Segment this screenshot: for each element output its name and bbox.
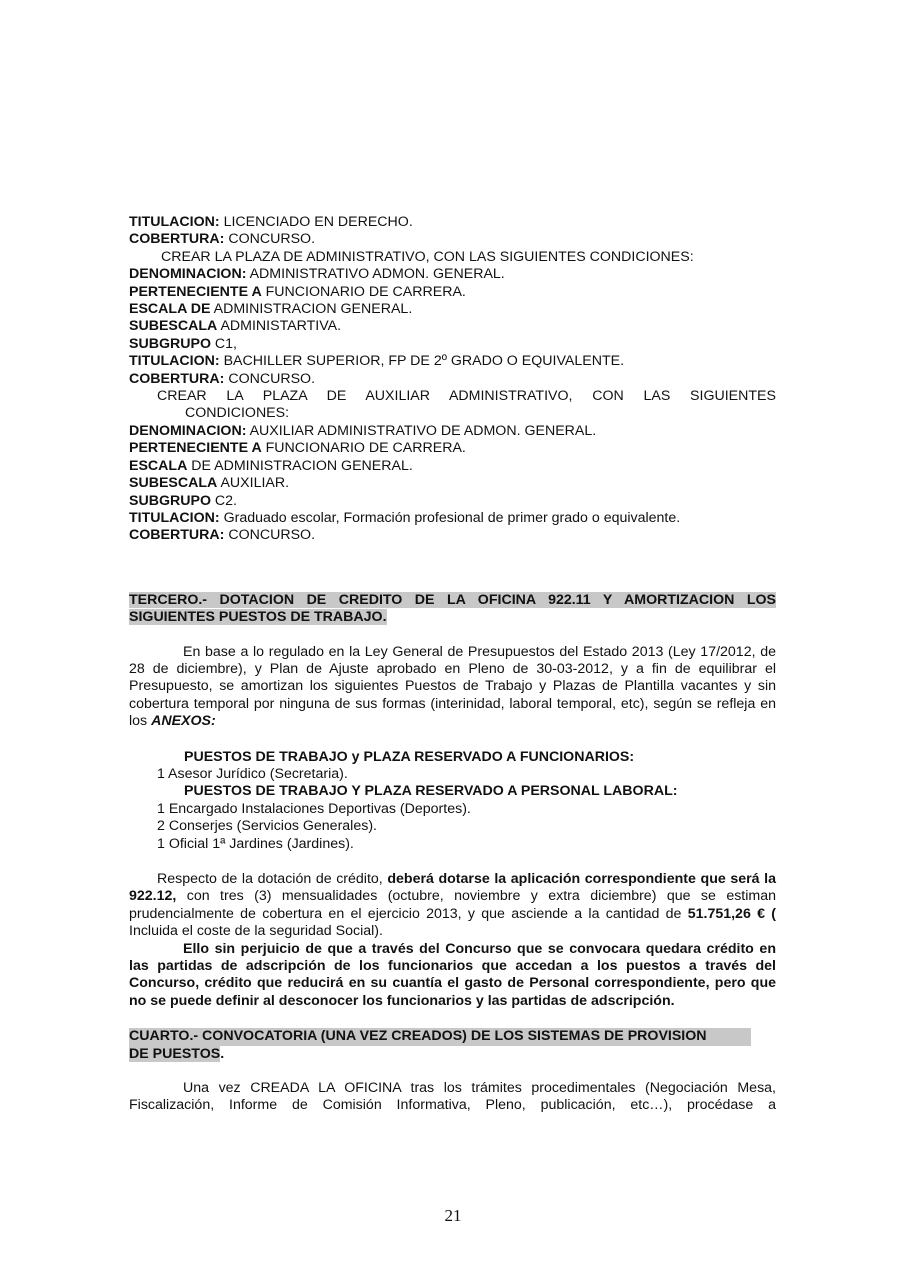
administrativo-conditions xyxy=(129,266,776,388)
field-label: ESCALA DE xyxy=(129,301,211,318)
cuarto-heading-rest: .- CONVOCATORIA (UNA VEZ CREADOS) DE LOS SISTEMAS DE PROVISION xyxy=(189,1028,707,1045)
puestos-funcionarios-list xyxy=(129,766,776,783)
ello-paragraph xyxy=(129,941,776,1011)
field-value: ADMINISTARTIVA. xyxy=(217,318,342,335)
field-label: TITULACION: xyxy=(129,509,220,526)
field-label: DENOMINACION: xyxy=(129,266,247,283)
tercero-heading xyxy=(129,592,776,627)
field-label: SUBESCALA xyxy=(129,475,218,492)
cuarto-text: Una vez CREADA LA OFICINA tras los trámites procedimentales (Negociación Mesa, Fiscalización, Informe de Comisión Informativa, Pleno, publicación, etc…), procédase a xyxy=(129,1080,776,1114)
field-line xyxy=(129,527,776,544)
respecto-amount: 51.751,26 € ( xyxy=(687,905,776,922)
anexos-label: ANEXOS: xyxy=(151,713,216,730)
cuarto-paragraph xyxy=(129,1080,776,1115)
field-line xyxy=(129,475,776,492)
field-line xyxy=(129,353,776,370)
field-value: BACHILLER SUPERIOR, FP DE 2º GRADO O EQUIVALENTE. xyxy=(219,353,625,370)
cuarto-heading-word: CUARTO xyxy=(129,1028,190,1045)
field-label: SUBGRUPO xyxy=(129,492,211,509)
respecto-paragraph xyxy=(129,871,776,941)
field-value: CONCURSO. xyxy=(224,370,316,387)
field-label: ESCALA xyxy=(129,457,188,474)
field-label: DENOMINACION: xyxy=(129,422,247,439)
list-item: 2 Conserjes (Servicios Generales). xyxy=(157,818,377,835)
field-label: SUBESCALA xyxy=(129,318,218,335)
puestos-laboral-list xyxy=(129,801,776,853)
cuarto-heading-period: . xyxy=(220,1045,225,1062)
field-line xyxy=(129,214,776,231)
crear-auxiliar-line-1: CREAR LA PLAZA DE AUXILIAR ADMINISTRATIVO, CON LAS SIGUIENTES xyxy=(157,388,776,405)
field-label: PERTENECIENTE A xyxy=(129,283,262,300)
field-value: LICENCIADO EN DERECHO. xyxy=(219,214,413,230)
puestos-funcionarios-heading: PUESTOS DE TRABAJO y PLAZA RESERVADO A FUNCIONARIOS: xyxy=(184,748,635,765)
field-label: TITULACION: xyxy=(129,214,220,230)
tercero-paragraph-text: En base a lo regulado en la Ley General de Presupuestos del Estado 2013 (Ley 17/2012, de 28 de diciembre), y Plan de Ajuste aprobado en Pleno de 30-03-2012, y a fin de equilibrar el Presupuesto, se amortizan los siguientes Puestos de Trabajo y Plazas de Plantilla vacantes y sin cobertura temporal por ninguna de sus formas (interinidad, laboral temporal, etc), según se refleja en los xyxy=(129,643,776,730)
field-label: COBERTURA: xyxy=(129,370,225,387)
list-item: 1 Oficial 1ª Jardines (Jardines). xyxy=(157,835,354,852)
field-value: C2. xyxy=(210,492,238,509)
crear-auxiliar-line-2: CONDICIONES: xyxy=(185,405,290,422)
field-value: CONCURSO. xyxy=(224,527,316,544)
cuarto-heading-line-2: DE PUESTOS xyxy=(129,1045,221,1062)
field-label: COBERTURA: xyxy=(129,527,225,544)
field-line xyxy=(129,493,776,510)
field-value: Graduado escolar, Formación profesional de primer grado o equivalente. xyxy=(219,509,681,526)
field-line xyxy=(129,284,776,301)
field-line xyxy=(129,231,776,248)
field-value: AUXILIAR ADMINISTRATIVO DE ADMON. GENERAL. xyxy=(246,422,597,439)
field-line xyxy=(129,301,776,318)
field-line xyxy=(129,423,776,440)
respecto-text-c: con tres (3) mensualidades (octubre, noviembre y extra diciembre) que se estiman prudencialmente de cobertura en el ejercicio 2013, y que asciende a la cantidad de xyxy=(129,888,776,922)
field-value: C1, xyxy=(210,335,238,352)
field-value: FUNCIONARIO DE CARRERA. xyxy=(261,440,466,457)
field-label: TITULACION: xyxy=(129,353,220,370)
document-body xyxy=(129,214,776,1115)
page-number: 21 xyxy=(444,1206,462,1225)
field-value: AUXILIAR. xyxy=(217,475,290,492)
field-label: SUBGRUPO xyxy=(129,335,211,352)
field-line xyxy=(129,318,776,335)
field-line xyxy=(129,371,776,388)
respecto-text-b: deberá dotarse la aplicación correspondiente que será la 922.12, xyxy=(129,871,776,905)
titulacion-block-1 xyxy=(129,214,776,249)
cuarto-heading xyxy=(129,1028,776,1063)
tercero-paragraph xyxy=(129,644,776,731)
list-item: 1 Encargado Instalaciones Deportivas (Deportes). xyxy=(157,800,471,817)
ello-text: Ello sin perjuicio de que a través del Concurso que se convocara quedara crédito en las partidas de adscripción de los funcionarios que accedan a los puestos a través del Concurso, crédito que reducirá en su cuantía el gasto de Personal correspondiente, pero que no se puede definir al desconocer los funcionarios y las partidas de adscripción. xyxy=(129,940,776,1009)
field-line xyxy=(129,336,776,353)
field-value: ADMINISTRATIVO ADMON. GENERAL. xyxy=(246,266,505,283)
field-line xyxy=(129,510,776,527)
field-value: ADMINISTRACION GENERAL. xyxy=(210,301,413,318)
field-value: DE ADMINISTRACION GENERAL. xyxy=(187,457,413,474)
tercero-heading-line-2: SIGUIENTES PUESTOS DE TRABAJO. xyxy=(129,609,387,626)
respecto-text-a: Respecto de la dotación de crédito, xyxy=(157,871,388,887)
field-label: PERTENECIENTE A xyxy=(129,440,262,457)
field-line xyxy=(129,266,776,283)
field-label: COBERTURA: xyxy=(129,231,225,248)
list-item: 1 Asesor Jurídico (Secretaria). xyxy=(157,765,348,782)
respecto-text-e: Incluida el coste de la seguridad Social). xyxy=(129,923,383,940)
auxiliar-conditions xyxy=(129,423,776,545)
field-line xyxy=(129,440,776,457)
field-line xyxy=(129,458,776,475)
field-value: FUNCIONARIO DE CARRERA. xyxy=(261,283,466,300)
crear-administrativo-line: CREAR LA PLAZA DE ADMINISTRATIVO, CON LAS SIGUIENTES CONDICIONES: xyxy=(161,248,694,265)
puestos-laboral-heading: PUESTOS DE TRABAJO Y PLAZA RESERVADO A PERSONAL LABORAL: xyxy=(184,783,678,800)
tercero-heading-line-1: TERCERO.- DOTACION DE CREDITO DE LA OFICINA 922.11 Y AMORTIZACION LOS xyxy=(129,591,776,608)
field-value: CONCURSO. xyxy=(224,231,316,248)
